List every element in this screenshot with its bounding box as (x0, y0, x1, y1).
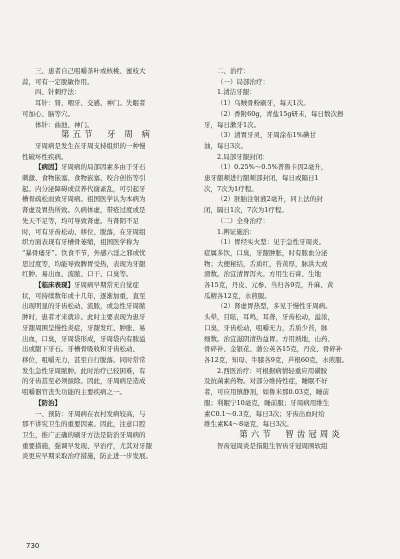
text-line: 智齿冠周炎是指阻生智齿牙冠周围软组 (217, 441, 328, 450)
text-line: 先天不足等，均可导致肾虚。当肾阴不足 (22, 216, 139, 225)
left-column (22, 66, 192, 462)
text-line: （1）0.25%～0.5%普鲁卡因2毫升， (217, 163, 328, 172)
text-line: 维生素K4～8毫克，每日3次。 (204, 420, 293, 429)
text-line: 1.清洁牙龈： (217, 88, 256, 97)
text-line: 牙周病的局部因素多由于牙石 (61, 163, 146, 172)
text-line: （二）全身治疗： (217, 216, 269, 225)
etiology-first-line (22, 162, 192, 173)
text-line: 牙周病早期常无自觉症 (74, 281, 139, 290)
prevention-heading: 【防治】 (35, 398, 61, 407)
text-line: 次，7次为1疗程。 (204, 184, 258, 193)
text-line: 出现明显的牙齿松动、流脓，或急性牙周脓 (22, 302, 146, 311)
section-title: 第五节 牙 周 病 (61, 130, 153, 141)
text-line: （2）肾虚胃热型，多见于慢性牙周病。 (217, 302, 332, 311)
text-line: 细数。治宜滋阴清热益胃。方用熟地，山药、 (204, 334, 334, 343)
text-line: 体针：曲池、神门。 (35, 120, 94, 129)
text-line: 时，可有牙齿松动、移位、脱落，在牙周组 (22, 227, 146, 236)
text-line: 红肿、易出血、流脓、口干、口臭等。 (22, 270, 133, 279)
text-line: 1.辨证施治： (217, 227, 256, 236)
text-line: 状，可持续数年或十几年，逐渐加重，直至 (22, 291, 146, 300)
text-line: 患牙龈颊进行龈颊部封闭，每日或隔日1 (204, 174, 319, 183)
text-line: 症属多饮，口臭，牙龈肿胀，时有脓血分泌 (204, 248, 328, 257)
text-line: 肾虚及胃热所致。久病体虚，带疮过度或是 (22, 206, 146, 215)
page-number: 730 (26, 542, 40, 550)
text-line: 咀嚼器官丧失功能的主要疾病之一。 (22, 388, 126, 397)
right-column (204, 66, 378, 451)
text-line: 牙龈周围呈慢性炎症，牙龈发红、肿胀、易 (22, 323, 146, 332)
text-line: 者，可应用镇静剂，如鲁米那0.03克，睡前 (204, 388, 329, 397)
prevention-heading-line (22, 398, 192, 409)
text-line: 油，每日3次。 (204, 141, 248, 150)
text-line: 滑数。治宜清胃泻火。方用生石膏、生地 (204, 270, 321, 279)
text-line: （2）胚胎注射液2毫升，同上法的封 (217, 195, 323, 204)
text-line: 起。内分泌障碍或营养代谢紊乱，可引起牙 (22, 184, 146, 193)
text-line: 那不讲究卫生的重要因素。因此，注意口腔 (22, 420, 146, 429)
text-line: 瓜精各12克，水煎服。 (204, 291, 271, 300)
clinical-first-line (22, 280, 192, 291)
section-title: 第六节 智齿冠周炎 (239, 429, 343, 440)
text-line: 性破坏性疾病。 (22, 152, 68, 161)
text-line: 刺激、食物嵌塞、食物嵌塞、咬合创伤等引 (22, 174, 146, 183)
text-line: 及抗菌素药物。对部分维持性症，睡眠不好 (204, 377, 328, 386)
text-line: 闭，隔日1次，7次为1疗程。 (204, 206, 288, 215)
text-line: 的牙齿甚至必须拔除。因此，牙周病是造成 (22, 377, 146, 386)
text-line: 口臭，牙齿松动，咀嚼无力，舌质少苔，脉 (204, 323, 328, 332)
text-line: 三、患者自己咀嚼茶叶或核桃、蜜枝大 (35, 67, 146, 75)
text-line: 思过度等，均能导致脾胃受热，表现为牙龈 (22, 259, 146, 268)
text-line: 牙，每日漱牙1次。 (204, 120, 261, 129)
text-line: 物；大便秘结，舌质红，苔黄厚，脉洪大或 (204, 259, 328, 268)
text-line: 肿时，患者才来就诊。此时主要表现为患牙 (22, 313, 146, 322)
text-line: 耳针：肾、咽牙、交感、神门。失眠者 (35, 99, 146, 108)
text-line: 素C0.1～0.3克，每日3次；牙齿出血时给 (204, 409, 325, 418)
text-line: 发生急性牙周脓肿。此时治疗已较困难，有 (22, 366, 146, 375)
text-line: 各15克，丹皮、元参、当归各9克，升麻、黄 (204, 281, 334, 290)
clinical-heading: 【临床表现】 (35, 281, 74, 290)
text-line: 2.西医治疗：可根据病情轻重应用磺胺 (217, 366, 328, 375)
text-line: 牙周病是发生在牙周支持组织的一种慢 (35, 141, 146, 150)
text-line: 槽骨疏松而致牙周病。祖国医学认为本病为 (22, 195, 146, 204)
text-line: 卫生，推广正确的刷牙方法是防治牙周病的 (22, 430, 146, 439)
text-line: 2.局部牙龈封闭： (217, 152, 269, 161)
etiology-heading: 【病因】 (35, 163, 61, 172)
text-line: 出血，口臭，牙周袋形成，牙周袋内有脓溢 (22, 334, 146, 343)
text-line: “暴骨痿牙”。饮食不节，外感六淫之邪或忧 (22, 248, 146, 257)
text-line: 各12克，知母、牛膝各9克，芦根60克，水煎服。 (204, 355, 349, 364)
text-line: 移位，咀嚼无力，甚至自行脱落。同时常常 (22, 355, 146, 364)
text-line: 蒜，可有一定脱敏作用。 (22, 77, 94, 86)
text-line: （1）乌贼骨粉刷牙，每天1次。 (217, 99, 310, 108)
text-line: 一、预防：牙周病在农村发病较高，与 (35, 409, 146, 418)
text-line: 四、针刺疗法： (35, 88, 81, 97)
text-line: 二、治疗： (217, 67, 250, 75)
text-line: 织方面表现有牙槽骨萎缩，祖国医学称为 (22, 238, 139, 247)
text-line: （3）清胃牙灵，牙周涂布1%碘甘 (217, 131, 316, 140)
text-line: （1）胃经实火型：见于急性牙周炎。 (217, 238, 326, 247)
text-line: 服；利眠宁10毫克，睡前服；牙周病用维生 (204, 398, 330, 407)
text-line: 出或龈下牙石。牙槽骨吸收和牙齿松动、 (22, 345, 139, 354)
text-line: （2）香附60g，青盐15g研末，每日数次擦 (217, 109, 344, 118)
text-line: 骨碎补、金银花、蒲公英各15克，丹皮、骨碎补 (204, 345, 343, 354)
text-line: （一）局部治疗： (217, 77, 269, 86)
text-line: 炎更应早期采取治疗措施，防止进一步发展。 (22, 452, 152, 461)
text-line: 重要措施，强调早发现、早治疗，尤其对牙龈 (22, 441, 152, 450)
text-line: 头晕，目眩，耳鸣，耳聋，牙齿松动，溢浓， (204, 313, 334, 322)
text-line: 可加心、脑等穴。 (22, 109, 74, 118)
